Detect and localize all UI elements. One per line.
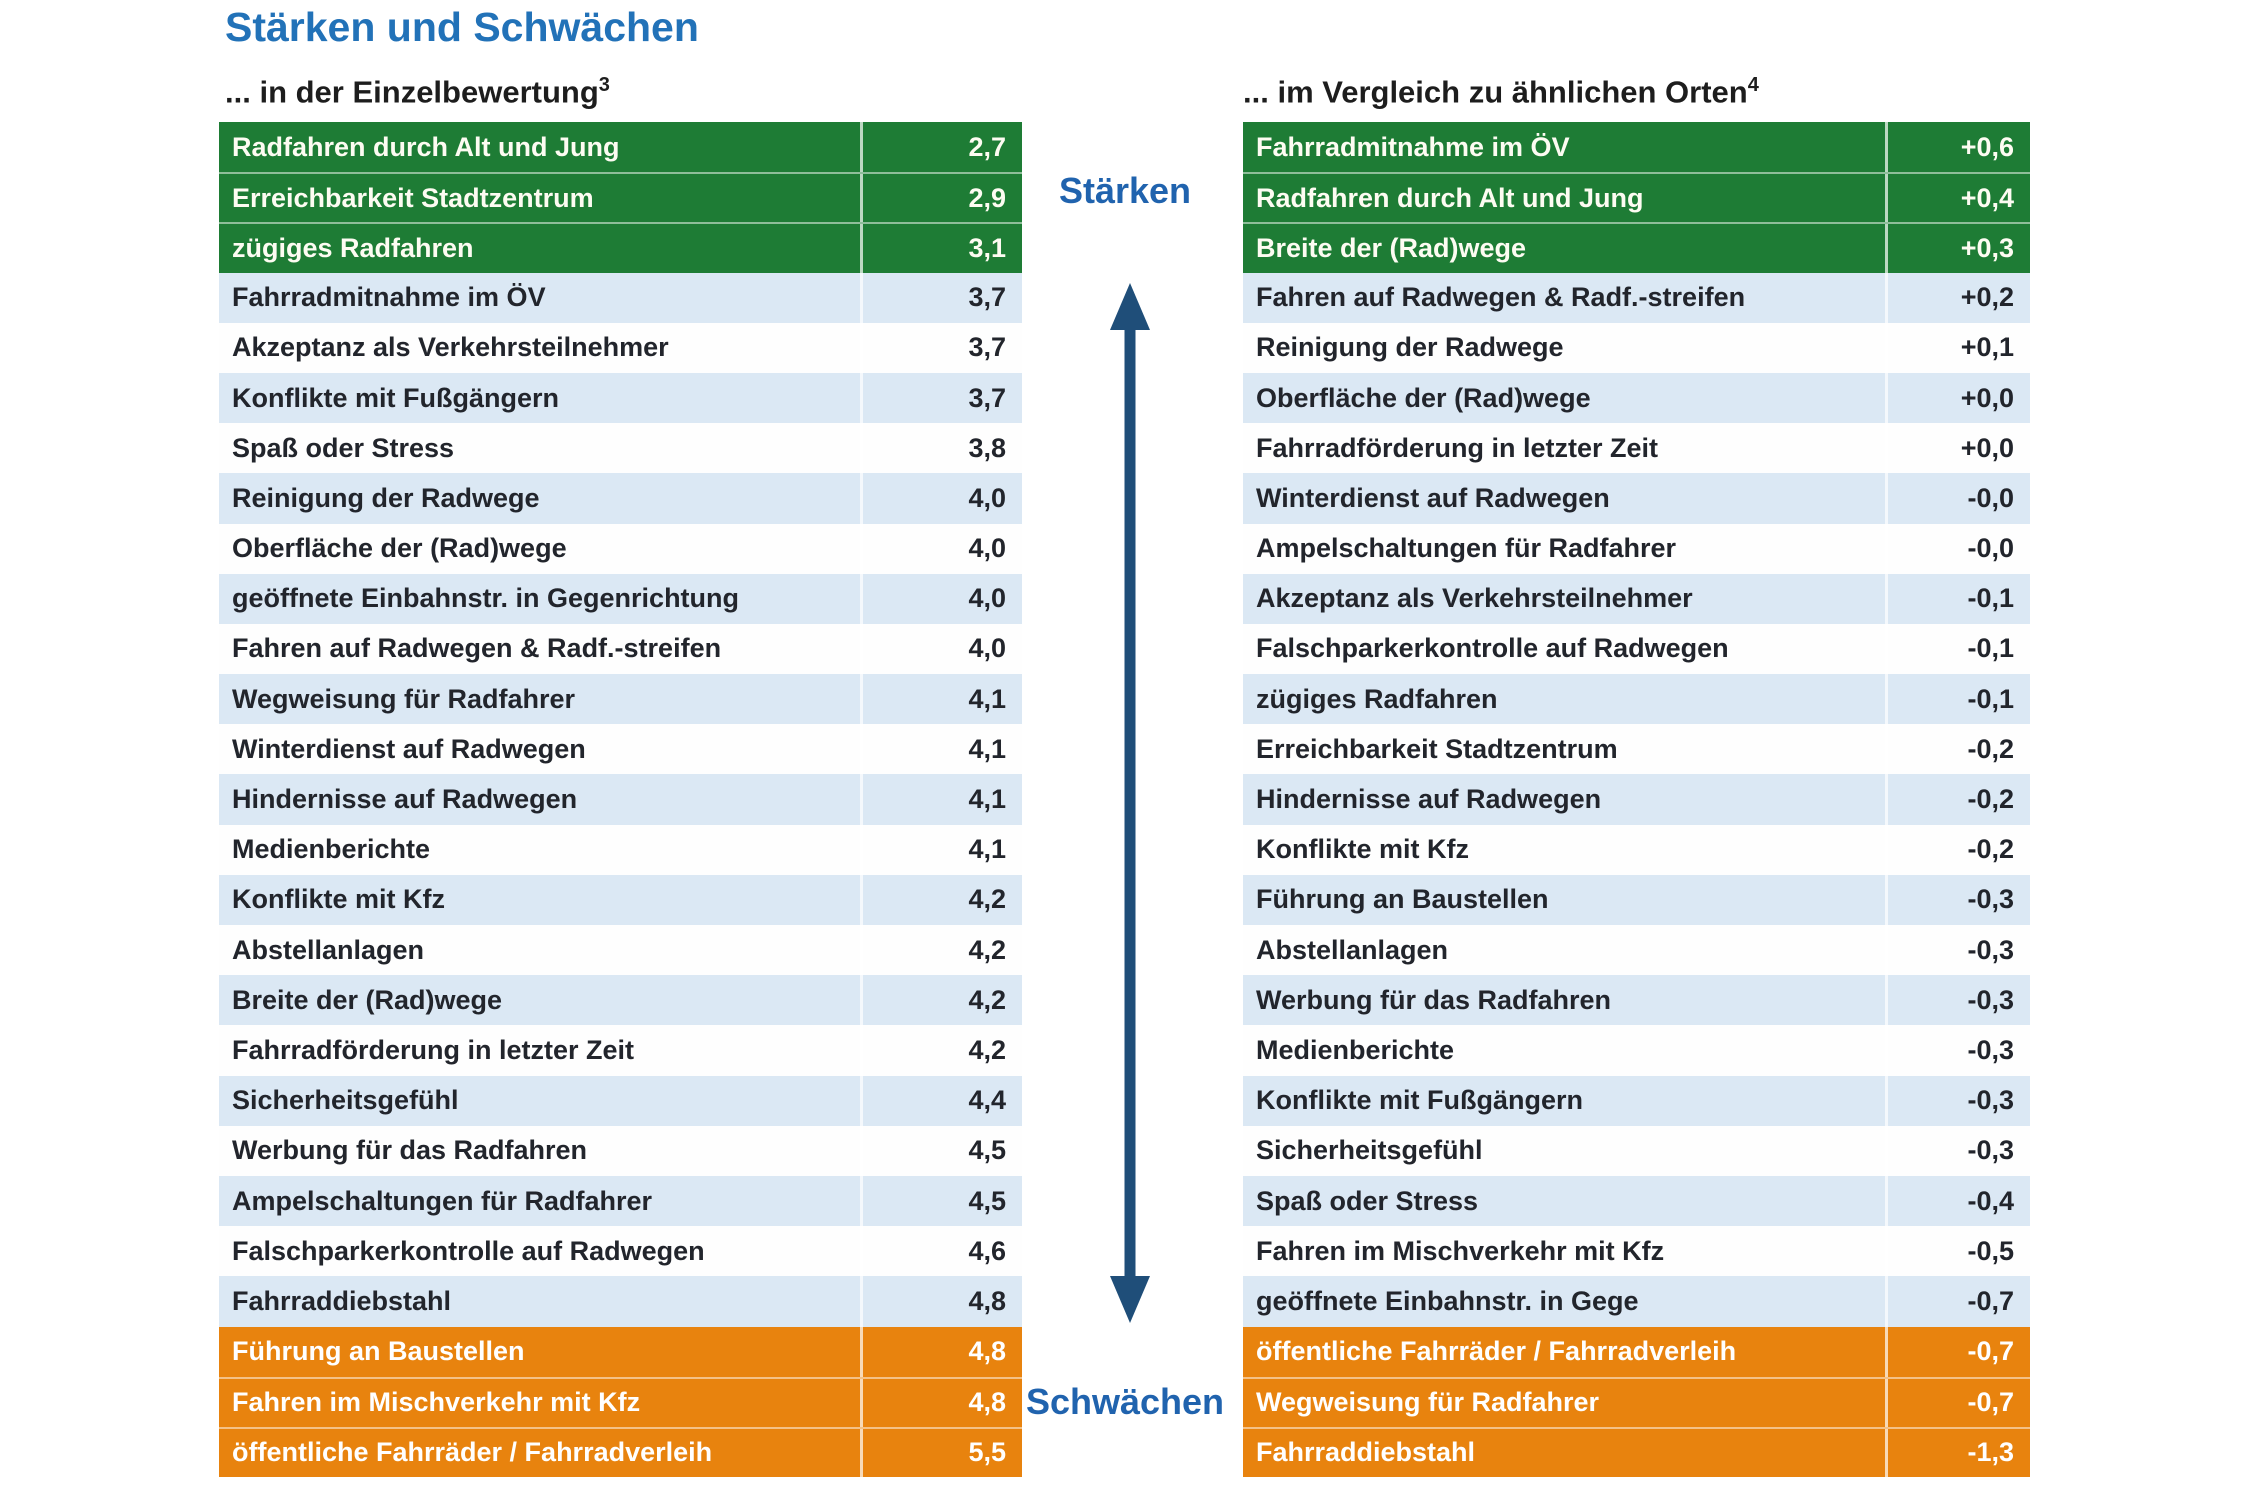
row-value: +0,0: [1885, 373, 2030, 423]
row-label: zügiges Radfahren: [232, 232, 474, 263]
row-value: 5,5: [860, 1429, 1022, 1477]
table-row: [219, 774, 1022, 824]
table-row: [219, 373, 1022, 423]
row-label: Fahrradmitnahme im ÖV: [232, 282, 546, 313]
row-label: Fahren auf Radwegen & Radf.-streifen: [232, 633, 722, 664]
row-value: -0,4: [1885, 1176, 2030, 1226]
row-value: 4,2: [860, 975, 1022, 1025]
table-row: [1243, 273, 2030, 323]
row-label: Fahren im Mischverkehr mit Kfz: [232, 1387, 641, 1418]
table-row: [1243, 975, 2030, 1025]
row-value: 3,7: [860, 323, 1022, 373]
table-row: [1243, 524, 2030, 574]
table-row: [1243, 1226, 2030, 1276]
individual-rating-table: [219, 122, 1022, 1477]
row-label: Spaß oder Stress: [1256, 1185, 1479, 1216]
row-value: 4,1: [860, 774, 1022, 824]
row-label: Falschparkerkontrolle auf Radwegen: [232, 1235, 705, 1266]
row-value: 3,7: [860, 273, 1022, 323]
table-row: [219, 1126, 1022, 1176]
row-value: 4,4: [860, 1076, 1022, 1126]
table-row: [1243, 825, 2030, 875]
row-label: Wegweisung für Radfahrer: [232, 683, 576, 714]
row-value: 4,0: [860, 624, 1022, 674]
row-value: -0,3: [1885, 1126, 2030, 1176]
row-label: Winterdienst auf Radwegen: [232, 733, 586, 764]
table-row: [219, 624, 1022, 674]
row-value: 4,0: [860, 473, 1022, 523]
comparison-rating-table: [1243, 122, 2030, 1477]
row-label: Akzeptanz als Verkehrsteilnehmer: [232, 332, 669, 363]
row-label: Erreichbarkeit Stadtzentrum: [1256, 733, 1618, 764]
strengths-weaknesses-axis: [1100, 283, 1160, 1323]
row-value: 3,8: [860, 423, 1022, 473]
strengths-label: Stärken: [1058, 170, 1192, 211]
row-label: Werbung für das Radfahren: [1256, 984, 1612, 1015]
table-row: [1243, 1126, 2030, 1176]
row-label: Reinigung der Radwege: [232, 482, 540, 513]
weaknesses-label: Schwächen: [1025, 1381, 1225, 1422]
table-row: [1243, 423, 2030, 473]
row-value: 4,5: [860, 1126, 1022, 1176]
row-label: Konflikte mit Kfz: [1256, 834, 1469, 865]
row-value: -0,7: [1885, 1379, 2030, 1427]
row-label: Fahrraddiebstahl: [232, 1285, 452, 1316]
row-label: Abstellanlagen: [1256, 934, 1449, 965]
row-value: 4,8: [860, 1276, 1022, 1326]
row-label: Oberfläche der (Rad)wege: [1256, 382, 1591, 413]
table-row: [219, 674, 1022, 724]
table-row: [1243, 774, 2030, 824]
row-label: Wegweisung für Radfahrer: [1256, 1387, 1600, 1418]
table-row: [219, 273, 1022, 323]
row-label: Konflikte mit Kfz: [232, 884, 445, 915]
table-row: [1243, 875, 2030, 925]
row-label: Sicherheitsgefühl: [232, 1085, 459, 1116]
right-table-header-text: ... im Vergleich zu ähnlichen Orten: [1243, 74, 1748, 110]
row-value: -0,7: [1885, 1276, 2030, 1326]
row-label: öffentliche Fahrräder / Fahrradverleih: [232, 1437, 713, 1468]
row-label: Führung an Baustellen: [232, 1336, 525, 1367]
row-label: geöffnete Einbahnstr. in Gege: [1256, 1285, 1639, 1316]
footnote-marker-4: 4: [1747, 74, 1759, 96]
table-row: [219, 975, 1022, 1025]
left-table-header: [225, 74, 610, 110]
table-row: [1243, 1427, 2030, 1477]
row-value: -0,1: [1885, 574, 2030, 624]
row-label: Hindernisse auf Radwegen: [232, 784, 578, 815]
row-label: Fahrradförderung in letzter Zeit: [1256, 432, 1659, 463]
row-value: -0,2: [1885, 825, 2030, 875]
table-row: [219, 473, 1022, 523]
table-row: [219, 1327, 1022, 1377]
row-value: +0,4: [1885, 174, 2030, 222]
row-value: 4,5: [860, 1176, 1022, 1226]
row-value: +0,1: [1885, 323, 2030, 373]
table-row: [219, 323, 1022, 373]
row-value: 4,1: [860, 674, 1022, 724]
row-label: Fahrraddiebstahl: [1256, 1437, 1476, 1468]
row-value: 3,7: [860, 373, 1022, 423]
row-label: Erreichbarkeit Stadtzentrum: [232, 182, 594, 213]
table-row: [1243, 172, 2030, 222]
row-value: 2,9: [860, 174, 1022, 222]
table-row: [219, 172, 1022, 222]
table-row: [219, 222, 1022, 272]
table-row: [219, 1076, 1022, 1126]
table-row: [1243, 373, 2030, 423]
table-row: [1243, 222, 2030, 272]
table-row: [1243, 1327, 2030, 1377]
row-label: Fahren auf Radwegen & Radf.-streifen: [1256, 282, 1746, 313]
table-row: [1243, 674, 2030, 724]
row-value: 4,8: [860, 1379, 1022, 1427]
table-row: [1243, 724, 2030, 774]
row-label: Fahren im Mischverkehr mit Kfz: [1256, 1235, 1665, 1266]
table-row: [1243, 1276, 2030, 1326]
page-title: Stärken und Schwächen: [225, 4, 699, 50]
footnote-marker-3: 3: [598, 74, 610, 96]
row-label: Ampelschaltungen für Radfahrer: [1256, 533, 1677, 564]
row-value: +0,0: [1885, 423, 2030, 473]
double-arrow-icon: [1100, 283, 1160, 1323]
table-row: [219, 423, 1022, 473]
row-value: -0,1: [1885, 624, 2030, 674]
row-label: Radfahren durch Alt und Jung: [232, 131, 620, 162]
row-value: 4,1: [860, 724, 1022, 774]
row-value: -0,3: [1885, 875, 2030, 925]
row-label: Konflikte mit Fußgängern: [1256, 1085, 1583, 1116]
row-value: 4,1: [860, 825, 1022, 875]
row-label: Konflikte mit Fußgängern: [232, 382, 559, 413]
table-row: [219, 825, 1022, 875]
table-row: [219, 1427, 1022, 1477]
row-label: Werbung für das Radfahren: [232, 1135, 588, 1166]
table-row: [1243, 574, 2030, 624]
row-value: -0,7: [1885, 1327, 2030, 1377]
row-label: Fahrradmitnahme im ÖV: [1256, 131, 1570, 162]
row-value: 3,1: [860, 224, 1022, 272]
table-row: [1243, 925, 2030, 975]
row-label: Sicherheitsgefühl: [1256, 1135, 1483, 1166]
row-label: Breite der (Rad)wege: [232, 984, 503, 1015]
table-row: [219, 574, 1022, 624]
row-label: Breite der (Rad)wege: [1256, 232, 1527, 263]
row-label: Reinigung der Radwege: [1256, 332, 1564, 363]
row-value: -0,2: [1885, 774, 2030, 824]
right-table-header: [1243, 74, 1759, 110]
row-label: Fahrradförderung in letzter Zeit: [232, 1034, 635, 1065]
row-value: -0,2: [1885, 724, 2030, 774]
table-row: [1243, 624, 2030, 674]
table-row: [1243, 323, 2030, 373]
row-value: -1,3: [1885, 1429, 2030, 1477]
table-row: [219, 1226, 1022, 1276]
table-row: [219, 724, 1022, 774]
row-value: -0,3: [1885, 975, 2030, 1025]
row-value: 4,2: [860, 925, 1022, 975]
row-value: -0,0: [1885, 473, 2030, 523]
left-table-header-text: ... in der Einzelbewertung: [225, 74, 599, 110]
row-value: +0,2: [1885, 273, 2030, 323]
row-value: 4,0: [860, 574, 1022, 624]
row-value: -0,5: [1885, 1226, 2030, 1276]
row-value: -0,3: [1885, 1025, 2030, 1075]
table-row: [219, 122, 1022, 172]
row-value: +0,6: [1885, 122, 2030, 172]
row-value: -0,1: [1885, 674, 2030, 724]
table-row: [219, 1176, 1022, 1226]
table-row: [1243, 1076, 2030, 1126]
table-row: [219, 1377, 1022, 1427]
row-label: Ampelschaltungen für Radfahrer: [232, 1185, 653, 1216]
row-label: öffentliche Fahrräder / Fahrradverleih: [1256, 1336, 1737, 1367]
row-label: Winterdienst auf Radwegen: [1256, 482, 1610, 513]
row-label: Spaß oder Stress: [232, 432, 455, 463]
row-label: Akzeptanz als Verkehrsteilnehmer: [1256, 583, 1693, 614]
row-label: zügiges Radfahren: [1256, 683, 1498, 714]
row-label: Medienberichte: [232, 834, 431, 865]
row-label: Radfahren durch Alt und Jung: [1256, 182, 1644, 213]
table-row: [1243, 473, 2030, 523]
row-label: Oberfläche der (Rad)wege: [232, 533, 567, 564]
row-label: Abstellanlagen: [232, 934, 425, 965]
table-row: [1243, 1377, 2030, 1427]
row-value: 4,6: [860, 1226, 1022, 1276]
table-row: [1243, 1176, 2030, 1226]
row-value: -0,3: [1885, 1076, 2030, 1126]
table-row: [219, 1276, 1022, 1326]
row-value: 4,8: [860, 1327, 1022, 1377]
row-label: geöffnete Einbahnstr. in Gegenrichtung: [232, 583, 740, 614]
table-row: [219, 925, 1022, 975]
row-label: Medienberichte: [1256, 1034, 1455, 1065]
table-row: [1243, 122, 2030, 172]
row-value: 4,0: [860, 524, 1022, 574]
row-value: 4,2: [860, 1025, 1022, 1075]
row-label: Falschparkerkontrolle auf Radwegen: [1256, 633, 1729, 664]
row-value: -0,3: [1885, 925, 2030, 975]
row-label: Hindernisse auf Radwegen: [1256, 784, 1602, 815]
row-value: 4,2: [860, 875, 1022, 925]
table-row: [219, 524, 1022, 574]
table-row: [219, 875, 1022, 925]
row-value: +0,3: [1885, 224, 2030, 272]
row-label: Führung an Baustellen: [1256, 884, 1549, 915]
table-row: [1243, 1025, 2030, 1075]
row-value: 2,7: [860, 122, 1022, 172]
table-row: [219, 1025, 1022, 1075]
row-value: -0,0: [1885, 524, 2030, 574]
